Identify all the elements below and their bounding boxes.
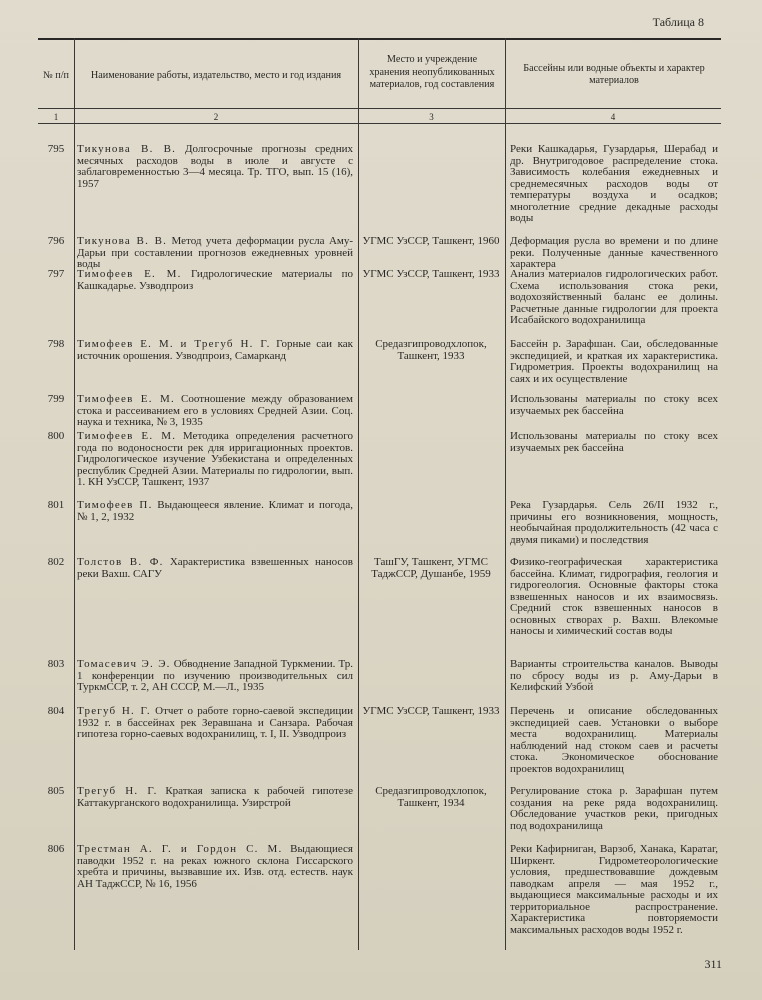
entry-number-text: 799 xyxy=(47,393,65,405)
entry-author: Тимофеев Е. М. xyxy=(77,430,177,442)
entry-title: Выдающиеся паводки 1952 г. на реках южного склона Гиссарского хребта и причины, вызвавшие их. Изв. отд. естеств. наук АН ТаджССР, № 16, 1956 xyxy=(77,843,353,890)
entry-author: Тимофеев Е. М. и Трегуб Н. Г. xyxy=(77,338,271,350)
entry-basin xyxy=(510,339,718,385)
entry-basin-text: Варианты строительства каналов. Выводы по сбросу воды из р. Аму-Дарьи в Келифский Узбой xyxy=(510,658,718,693)
entry-work xyxy=(77,844,353,890)
entry-place-text: УГМС УзССР, Ташкент, 1960 xyxy=(362,235,500,247)
entry-place xyxy=(360,706,502,718)
table-caption: Таблица 8 xyxy=(652,15,704,29)
entry-number-text: 804 xyxy=(47,705,65,717)
entry-author: Трегуб Н. Г. xyxy=(77,705,151,717)
entry-number xyxy=(38,500,74,512)
entry-place xyxy=(360,557,502,580)
colnum-rule xyxy=(38,123,721,124)
entry-number xyxy=(38,269,74,281)
entry-basin xyxy=(510,844,718,936)
header-place: Место и учреждение хранения неопубликованных материалов, год составления xyxy=(369,54,495,91)
entry-number xyxy=(38,659,74,671)
entry-title: Гидрологические материалы по Кашкадарье. Узводпроиз xyxy=(77,268,354,292)
entry-title: Долгосрочные прогнозы средних месячных расходов воды в июле и августе с заблаговременностью 3—4 месяца. Тр. ТГО, вып. 15 (16), 1957 xyxy=(77,143,353,190)
entry-number-text: 803 xyxy=(47,658,65,670)
entry-basin xyxy=(510,500,718,546)
entry-number-text: 798 xyxy=(47,338,65,350)
entry-basin xyxy=(510,659,718,694)
entry-number-text: 797 xyxy=(47,268,65,280)
entry-number-text: 795 xyxy=(47,143,65,155)
entry-number xyxy=(38,786,74,798)
entry-basin xyxy=(510,236,718,271)
entry-number xyxy=(38,394,74,406)
entry-basin-text: Регулирование стока р. Зарафшан путем создания на реке ряда водохранилищ. Обследование участков реки, пригодных под водохранилища xyxy=(510,785,718,832)
entry-author: Трегуб Н. Г. xyxy=(77,785,158,797)
entry-title: Методика определения расчетного года по водоносности рек для ирригационных проектов. Гидрологическое изучение Узбекистана и определенных республик Средней Азии. Материалы по гидрологии, вып. 1. КН УзССР, Ташкент, 1937 xyxy=(77,430,354,488)
entry-author: Томасевич Э. Э. xyxy=(77,658,171,670)
entry-number-text: 805 xyxy=(47,785,65,797)
entry-basin xyxy=(510,786,718,832)
bibliography-table xyxy=(38,38,721,950)
entry-number xyxy=(38,557,74,569)
entry-author: Тикунова В. В. xyxy=(77,235,168,247)
entry-number-text: 801 xyxy=(47,499,65,511)
entry-place-text: УГМС УзССР, Ташкент, 1933 xyxy=(362,705,500,717)
column-number: 4 xyxy=(610,112,616,122)
entry-basin xyxy=(510,269,718,327)
entry-basin xyxy=(510,431,718,454)
entry-basin-text: Деформация русла во времени и по длине реки. Полученные данные качественного характера xyxy=(510,235,718,270)
entry-work xyxy=(77,659,353,694)
entry-place-text: Средазгипроводхлопок, Ташкент, 1934 xyxy=(375,785,487,809)
entry-work xyxy=(77,706,353,741)
entry-basin-text: Анализ материалов гидрологических работ. Схема использования стока реки, водохозяйственный баланс ее долины. Расчетные данные гидрологии для проекта Исабайского водохранилища xyxy=(510,268,718,326)
entry-place-text: ТашГУ, Ташкент, УГМС ТаджССР, Душанбе, 1959 xyxy=(371,556,491,580)
entry-basin xyxy=(510,706,718,775)
entry-number xyxy=(38,236,74,248)
entry-title: Обводнение Западной Туркмении. Тр. 1 конференции по изучению производительных сил ТуркмССР, т. 2, АН СССР, М.—Л., 1935 xyxy=(77,658,353,693)
entry-work xyxy=(77,431,353,489)
header-work: Наименование работы, издательство, место и год издания xyxy=(90,69,342,81)
entry-number-text: 802 xyxy=(47,556,65,568)
entry-work xyxy=(77,144,353,190)
column-number: 2 xyxy=(213,112,219,122)
entry-basin-text: Реки Кашкадарья, Гузардарья, Шерабад и др. Внутригодовое распределение стока. Зависимость колебания ежедневных и среднемесячных расходов воды от температуры воздуха и осадков; многолетние средние декадные расходы воды xyxy=(510,143,718,224)
header-rule xyxy=(38,108,721,109)
entry-basin xyxy=(510,557,718,638)
entry-number xyxy=(38,431,74,443)
entry-title: Выдающееся явление. Климат и погода, № 1, 2, 1932 xyxy=(77,499,354,523)
entry-number xyxy=(38,339,74,351)
entry-number-text: 796 xyxy=(47,235,65,247)
entry-number xyxy=(38,144,74,156)
entry-number xyxy=(38,706,74,718)
entry-basin xyxy=(510,394,718,417)
entry-basin xyxy=(510,144,718,225)
entry-work xyxy=(77,557,353,580)
entry-work xyxy=(77,500,353,523)
entry-place-text: УГМС УзССР, Ташкент, 1933 xyxy=(362,268,500,280)
entry-title: Соотношение между образованием стока и рассеиванием его в условиях Средней Азии. Соц. наука и техника, № 3, 1935 xyxy=(77,393,353,428)
header-basin: Бассейны или водные объекты и характер материалов xyxy=(523,62,705,86)
entry-place xyxy=(360,269,502,281)
entry-author: Тимофеев П. xyxy=(77,499,153,511)
header-num: № п/п xyxy=(42,69,69,81)
entry-author: Толстов В. Ф. xyxy=(77,556,164,568)
entry-number-text: 806 xyxy=(47,843,65,855)
entry-basin-text: Перечень и описание обследованных экспедицией саев. Установки о выборе места водохранилищ. Материалы наблюдений над стоком саев и расчеты стока. Экономическое обоснование проектов водохранилищ xyxy=(510,705,718,775)
entry-place xyxy=(360,236,502,248)
entry-basin-text: Бассейн р. Зарафшан. Саи, обследованные экспедицией, и краткая их характеристика. Гидрометрия. Проекты водохранилищ на саях и их осуществление xyxy=(510,338,718,385)
entry-work xyxy=(77,339,353,362)
entry-basin-text: Реки Кафирниган, Варзоб, Ханака, Каратаг, Ширкент. Гидрометеорологические условия, предшествовавшие дождевым паводкам апреля — мая 1952 г., выдающиеся максимальные расходы и их территориальное распространение. Характеристика повторяемости максимальных расходов воды 1952 г. xyxy=(510,843,718,936)
entry-title: Краткая записка к рабочей гипотезе Каттакурганского водохранилища. Узирстрой xyxy=(77,785,353,809)
entry-work xyxy=(77,269,353,292)
page-number: 311 xyxy=(704,957,722,971)
entry-number xyxy=(38,844,74,856)
entry-work xyxy=(77,394,353,429)
entry-author: Тикунова В. В. xyxy=(77,143,177,155)
entry-basin-text: Использованы материалы по стоку всех изучаемых рек бассейна xyxy=(510,393,718,417)
entry-basin-text: Использованы материалы по стоку всех изучаемых рек бассейна xyxy=(510,430,718,454)
entry-work xyxy=(77,786,353,809)
column-divider xyxy=(74,38,75,950)
column-divider xyxy=(505,38,506,950)
entry-author: Трестман А. Г. и Гордон С. М. xyxy=(77,843,283,855)
column-number: 3 xyxy=(429,112,434,122)
entry-place xyxy=(360,786,502,809)
entry-title: Отчет о работе горно-саевой экспедиции 1932 г. в бассейнах рек Зеравшана и Санзара. Рабочая гипотеза горно-саевых водохранилищ, т. I, II. Узводпроиз xyxy=(77,705,354,740)
entry-title: Метод учета деформации русла Аму-Дарьи при составлении прогнозов ежедневных уровней воды xyxy=(77,235,354,270)
column-divider xyxy=(358,38,359,950)
entry-basin-text: Физико-географическая характеристика бассейна. Климат, гидрография, геология и гидрогеология. Основные факторы стока взвешенных наносов и их взаимосвязь. Средний сток взвешенных наносов в основных створах р. Вахш. Влекомые наносы и химический состав воды xyxy=(510,556,718,637)
entry-place xyxy=(360,339,502,362)
entry-title: Характеристика взвешенных наносов реки Вахш. САГУ xyxy=(77,556,353,580)
entry-author: Тимофеев Е. М. xyxy=(77,268,182,280)
entry-title: Горные саи как источник орошения. Узводпроиз, Самарканд xyxy=(77,338,354,362)
entry-author: Тимофеев Е. М. xyxy=(77,393,175,405)
entry-place-text: Средазгипроводхлопок, Ташкент, 1933 xyxy=(375,338,487,362)
entry-work xyxy=(77,236,353,271)
entry-basin-text: Река Гузардарья. Сель 26/II 1932 г., причины его возникновения, мощность, необычайная продолжительность (42 часа с двумя пиками) и последствия xyxy=(510,499,718,546)
column-number: 1 xyxy=(53,112,59,122)
entry-number-text: 800 xyxy=(47,430,65,442)
